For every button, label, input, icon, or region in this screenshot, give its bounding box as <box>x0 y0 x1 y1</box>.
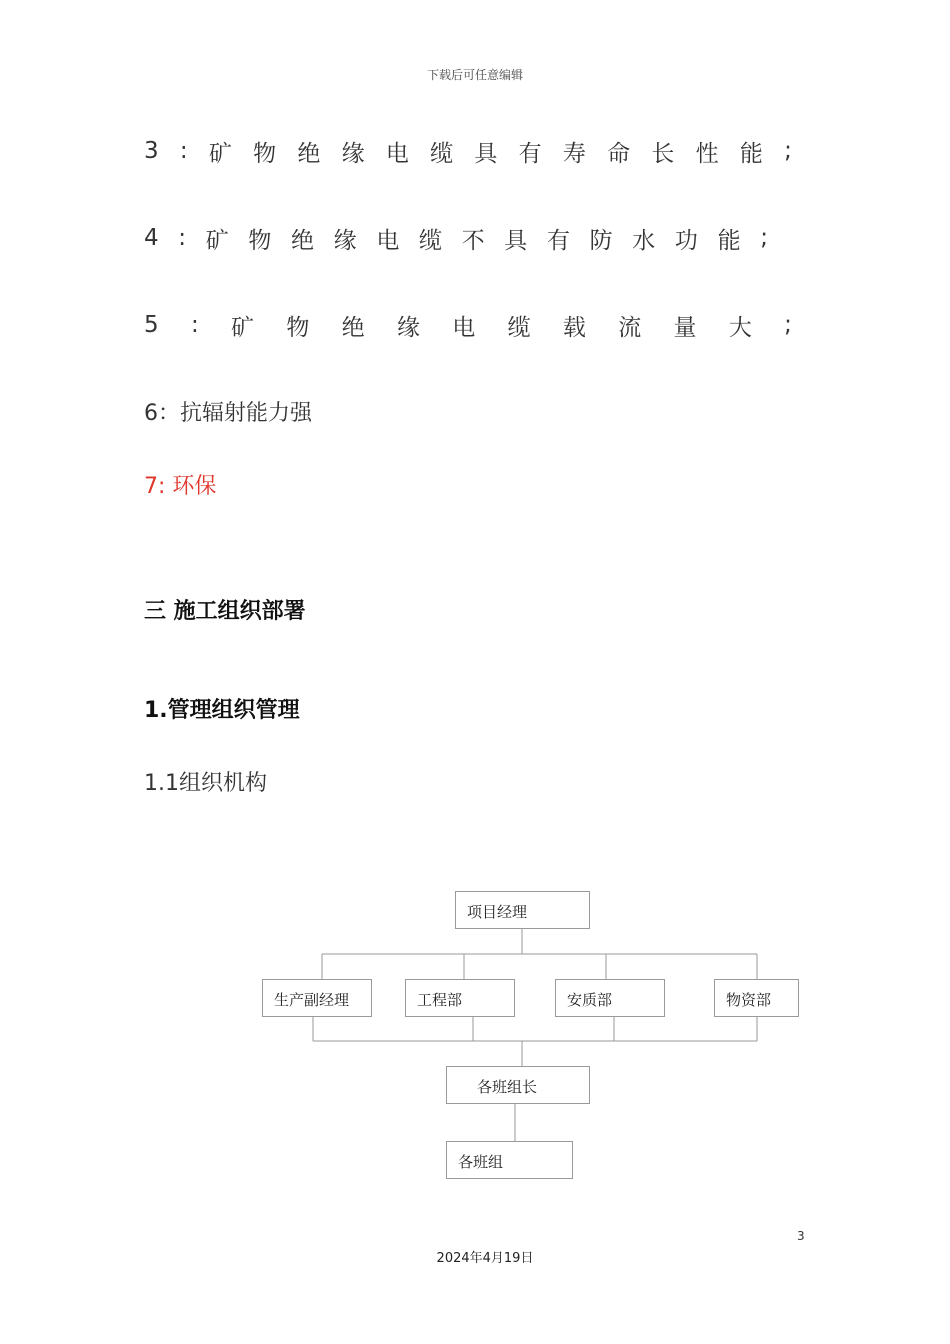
feature-char: 缘 <box>396 314 420 341</box>
feature-char: 寿 <box>562 140 586 167</box>
feature-char: 命 <box>607 140 631 167</box>
section-subsubtitle: 1.1组织机构 <box>144 771 267 796</box>
feature-char: 矿 <box>231 314 255 341</box>
feature-line-7: 7: 环保 <box>144 474 217 499</box>
feature-char: 5 <box>144 312 159 338</box>
feature-char: ; <box>784 138 792 164</box>
feature-char: : <box>179 138 188 164</box>
feature-char: 矿 <box>205 227 229 254</box>
feature-char: 缘 <box>333 227 357 254</box>
feature-char: 能 <box>717 227 741 254</box>
feature-char: 防 <box>589 227 613 254</box>
feature-char: 绝 <box>341 314 365 341</box>
section-subtitle: 1.管理组织管理 <box>144 698 300 723</box>
org-box-project-manager: 项目经理 <box>455 891 590 929</box>
org-box-materials: 物资部 <box>714 979 799 1017</box>
feature-char: 能 <box>739 140 763 167</box>
feature-char: 电 <box>385 140 409 167</box>
section-title: 三 施工组织部署 <box>144 599 306 624</box>
org-box-team-leaders: 各班组长 <box>446 1066 590 1104</box>
feature-char: 不 <box>461 227 485 254</box>
feature-char: 有 <box>518 140 542 167</box>
feature-char: 功 <box>674 227 698 254</box>
feature-char: 具 <box>474 140 498 167</box>
org-box-engineering: 工程部 <box>405 979 515 1017</box>
feature-char: : <box>190 312 199 338</box>
feature-char: 绝 <box>291 227 315 254</box>
feature-char: 绝 <box>297 140 321 167</box>
feature-char: 缆 <box>507 314 531 341</box>
org-box-production-deputy: 生产副经理 <box>262 979 372 1017</box>
feature-char: 有 <box>546 227 570 254</box>
feature-char: 矿 <box>208 140 232 167</box>
feature-char: 物 <box>248 227 272 254</box>
feature-char: 具 <box>504 227 528 254</box>
feature-char: 量 <box>673 314 697 341</box>
feature-char: 4 <box>144 225 159 251</box>
feature-char: : <box>178 225 187 251</box>
org-box-teams: 各班组 <box>446 1141 573 1179</box>
feature-char: 缆 <box>418 227 442 254</box>
feature-char: 缆 <box>430 140 454 167</box>
feature-char: ; <box>760 225 768 251</box>
footer-date: 2024年4月19日 <box>436 1251 534 1266</box>
org-box-safety-quality: 安质部 <box>555 979 665 1017</box>
feature-char: 电 <box>452 314 476 341</box>
feature-char: 缘 <box>341 140 365 167</box>
feature-char: 流 <box>618 314 642 341</box>
feature-char: 载 <box>562 314 586 341</box>
feature-char: 大 <box>728 314 752 341</box>
feature-line-6: 6：抗辐射能力强 <box>144 401 312 426</box>
feature-char: 水 <box>632 227 656 254</box>
page-header-note: 下载后可任意编辑 <box>426 68 523 82</box>
feature-char: 电 <box>376 227 400 254</box>
feature-char: ; <box>784 312 792 338</box>
feature-char: 3 <box>144 138 159 164</box>
page-number: 3 <box>797 1229 805 1243</box>
feature-char: 物 <box>253 140 277 167</box>
feature-char: 性 <box>695 140 719 167</box>
feature-char: 物 <box>286 314 310 341</box>
feature-char: 长 <box>651 140 675 167</box>
